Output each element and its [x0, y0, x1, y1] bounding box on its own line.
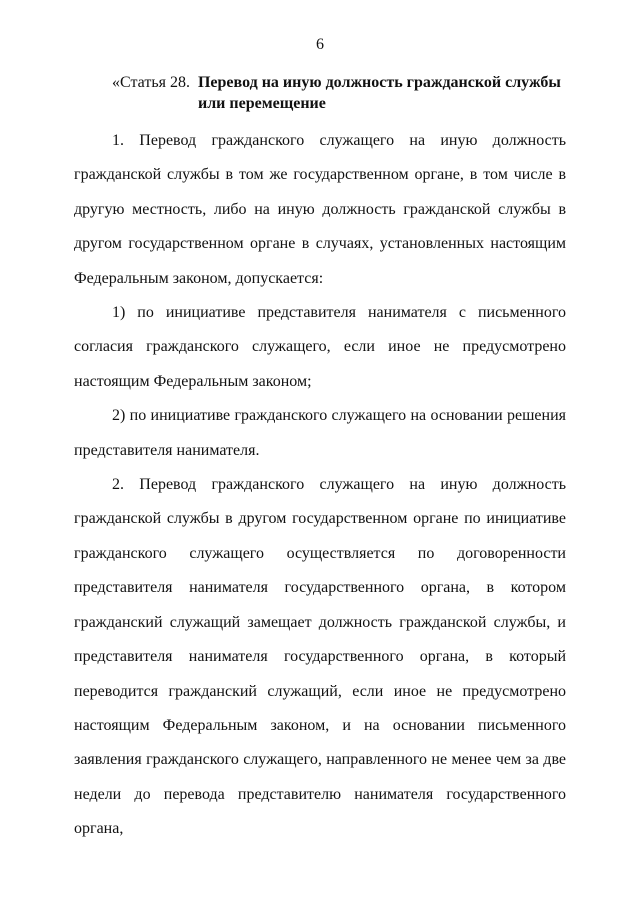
- article-body: [74, 124, 566, 847]
- article-title: Перевод на иную должность гражданской службы или перемещение: [197, 74, 561, 112]
- paragraph-2: 2. Перевод гражданского служащего на иную должность гражданской службы в другом государственном органе по инициативе гражданского служащего осуществляется по договоренности представителя нанимателя государственного органа, в котором гражданский служащий замещает должность гражданской службы, и представителя нанимателя государственного органа, в который переводится гражданский служащий, если иное не предусмотрено настоящим Федеральным законом, и на основании письменного заявления гражданского служащего, направленного не менее чем за две недели до перевода представителю нанимателя государственного органа,: [74, 476, 566, 838]
- article-heading: [112, 72, 582, 114]
- paragraph-item-2: 2) по инициативе гражданского служащего на основании решения представителя нанимателя.: [74, 407, 566, 459]
- paragraph-item-1: 1) по инициативе представителя нанимателя с письменного согласия гражданского служащего, если иное не предусмотрено настоящим Федеральным законом;: [74, 304, 566, 390]
- page-number: 6: [316, 36, 324, 53]
- paragraph-1: 1. Перевод гражданского служащего на иную должность гражданской службы в том же государственном органе, в том числе в другую местность, либо на иную должность гражданской службы в другом государственном органе в случаях, установленных настоящим Федеральным законом, допускается:: [74, 132, 566, 287]
- article-label: «Статья 28.: [112, 74, 190, 91]
